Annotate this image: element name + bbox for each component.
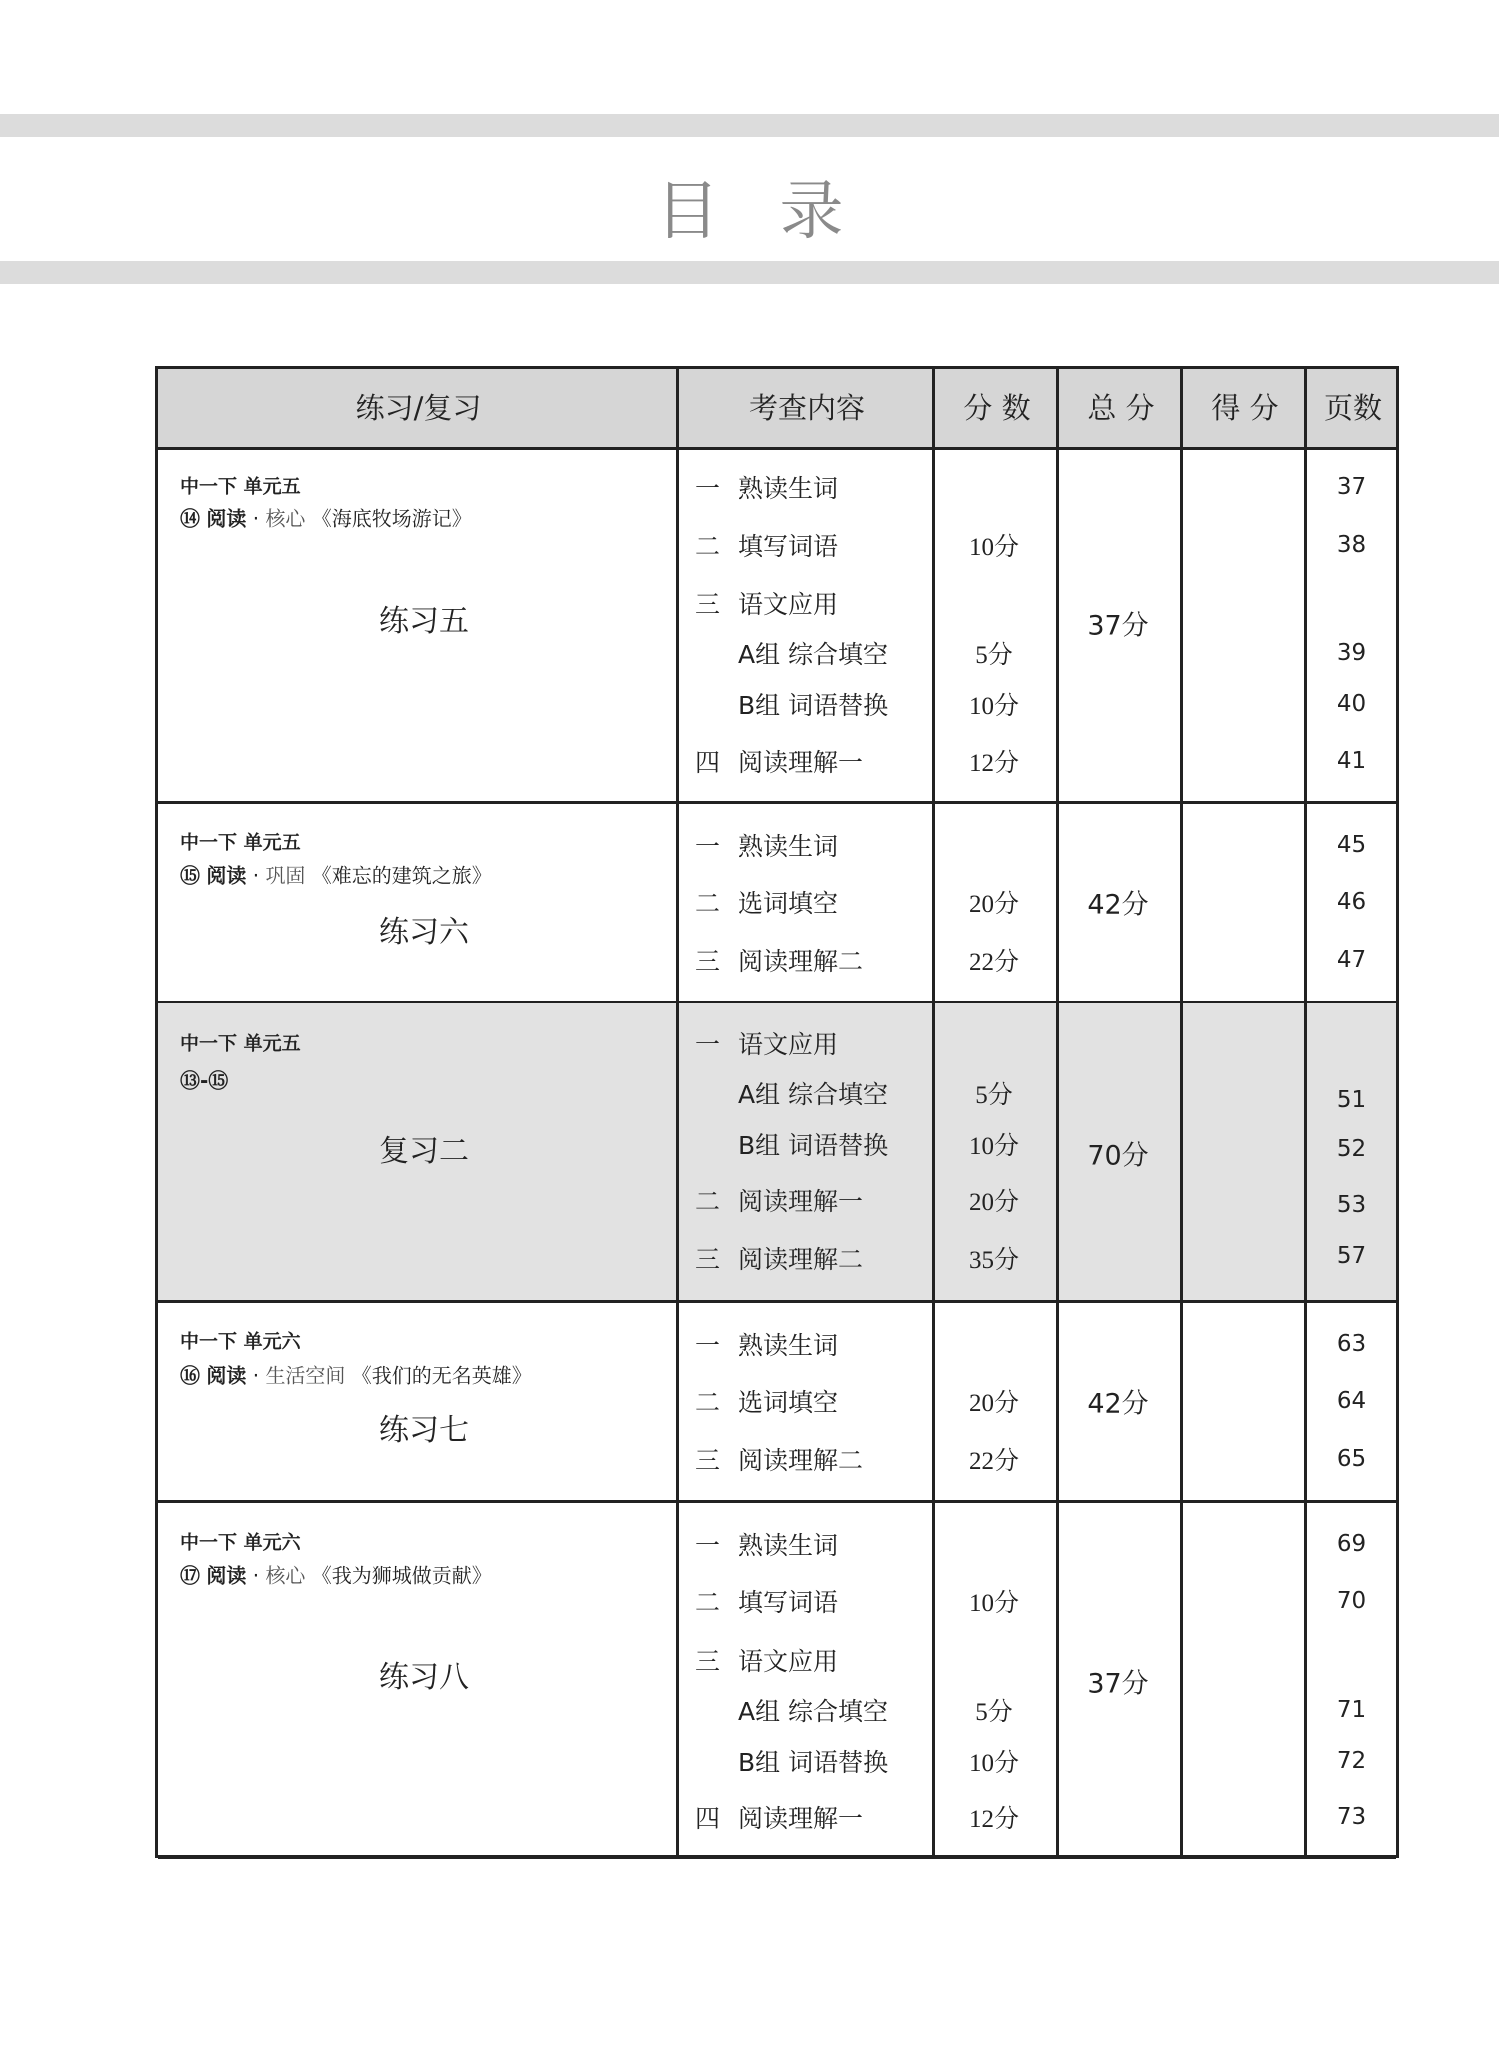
page-number: 45 <box>1336 832 1367 858</box>
item-label: B组 词语替换 <box>738 691 889 720</box>
item-label: 语文应用 <box>738 590 839 619</box>
item-number: 三 <box>695 590 721 619</box>
item-number: 二 <box>695 1388 721 1417</box>
lesson-title: 《我为狮城做贡献》 <box>311 1563 492 1588</box>
item-score: 10分 <box>968 534 1019 561</box>
item-label: 阅读理解一 <box>738 748 864 777</box>
lesson-topic: 核心 <box>265 506 306 531</box>
page-title: 目录 <box>655 175 904 249</box>
exercise-name: 练习七 <box>379 1413 469 1448</box>
item-number: 二 <box>695 532 721 561</box>
item-label: 熟读生词 <box>738 1531 839 1560</box>
table-header <box>158 369 1396 450</box>
item-number: 四 <box>695 1804 721 1833</box>
item-number: 一 <box>695 832 721 861</box>
item-label: 阅读理解二 <box>738 1245 864 1274</box>
page-number: 40 <box>1336 691 1367 717</box>
bottom-band <box>0 261 1499 284</box>
page-number: 46 <box>1336 889 1367 915</box>
lesson-line <box>180 860 492 889</box>
item-number: 三 <box>695 947 721 976</box>
item-number: 三 <box>695 1446 721 1475</box>
lesson-title: 《我们的无名英雄》 <box>351 1363 532 1388</box>
unit-label: 中一下 单元六 <box>180 1330 301 1353</box>
page-number: 72 <box>1336 1748 1367 1774</box>
page-number: 64 <box>1336 1388 1367 1414</box>
lesson-number: ⑭ <box>180 506 200 531</box>
page-number: 65 <box>1336 1446 1367 1472</box>
item-number: 二 <box>695 1588 721 1617</box>
item-number: 三 <box>695 1245 721 1274</box>
page-number: 38 <box>1336 532 1367 558</box>
exercise-name: 练习八 <box>379 1660 469 1695</box>
lesson-kind: 阅读 <box>206 1563 247 1588</box>
item-label: 选词填空 <box>738 1388 839 1417</box>
table-row-3 <box>158 1003 1396 1303</box>
item-number: 二 <box>695 1187 721 1216</box>
lesson-topic: 生活空间 <box>265 1363 346 1388</box>
page-number: 63 <box>1336 1331 1367 1357</box>
page-number: 39 <box>1336 640 1367 666</box>
unit-label: 中一下 单元五 <box>180 831 301 854</box>
item-label: 阅读理解一 <box>738 1187 864 1216</box>
lesson-number: ⑯ <box>180 1363 200 1388</box>
exercise-name: 复习二 <box>379 1134 469 1169</box>
item-number: 四 <box>695 748 721 777</box>
separator: · <box>246 863 266 888</box>
item-score: 10分 <box>968 1590 1019 1617</box>
lesson-kind: 阅读 <box>206 506 247 531</box>
table-row-2 <box>158 803 1396 1004</box>
exercise-name: 练习五 <box>379 604 469 639</box>
lesson-kind: 阅读 <box>206 1363 247 1388</box>
separator: · <box>246 1563 266 1588</box>
table-row-4 <box>158 1302 1396 1503</box>
item-score: 20分 <box>968 1189 1019 1216</box>
column-divider <box>676 369 679 1855</box>
lesson-number: ⑬-⑮ <box>180 1068 229 1093</box>
separator: · <box>246 1363 266 1388</box>
lesson-line <box>180 1560 492 1589</box>
unit-label: 中一下 单元六 <box>180 1531 301 1554</box>
item-label: 语文应用 <box>738 1647 839 1676</box>
item-label: 填写词语 <box>738 532 839 561</box>
unit-label: 中一下 单元五 <box>180 1032 301 1055</box>
item-label: 熟读生词 <box>738 1331 839 1360</box>
total-score: 42分 <box>1087 1388 1149 1420</box>
lesson-line <box>180 1065 228 1094</box>
header-total: 总 分 <box>1087 391 1155 425</box>
item-score: 10分 <box>968 1750 1019 1777</box>
column-divider <box>932 369 935 1855</box>
total-score: 37分 <box>1087 1668 1149 1700</box>
header-page: 页数 <box>1323 391 1382 425</box>
header-content: 考查内容 <box>748 391 865 425</box>
header-score: 分 数 <box>963 391 1031 425</box>
item-label: 熟读生词 <box>738 832 839 861</box>
column-divider <box>1304 369 1307 1855</box>
item-score: 20分 <box>968 1390 1019 1417</box>
page-number: 37 <box>1336 474 1367 500</box>
item-score: 12分 <box>968 1806 1019 1833</box>
header-obtained: 得 分 <box>1211 391 1279 425</box>
item-score: 22分 <box>968 949 1019 976</box>
item-label: B组 词语替换 <box>738 1748 889 1777</box>
item-score: 12分 <box>968 750 1019 777</box>
page-number: 71 <box>1336 1697 1367 1723</box>
item-number: 二 <box>695 889 721 918</box>
item-number: 一 <box>695 1531 721 1560</box>
item-score: 22分 <box>968 1448 1019 1475</box>
item-label: 填写词语 <box>738 1588 839 1617</box>
item-score: 5分 <box>975 642 1013 669</box>
item-label: A组 综合填空 <box>738 640 889 669</box>
lesson-topic: 核心 <box>265 1563 306 1588</box>
lesson-topic: 巩固 <box>265 863 306 888</box>
item-score: 5分 <box>975 1082 1013 1109</box>
page-number: 57 <box>1336 1243 1367 1269</box>
lesson-title: 《难忘的建筑之旅》 <box>311 863 492 888</box>
item-label: 阅读理解一 <box>738 1804 864 1833</box>
item-label: 语文应用 <box>738 1030 839 1059</box>
page-number: 51 <box>1336 1087 1367 1113</box>
page-number: 53 <box>1336 1192 1367 1218</box>
header-exercise: 练习/复习 <box>355 391 482 425</box>
item-label: 阅读理解二 <box>738 947 864 976</box>
page-number: 69 <box>1336 1531 1367 1557</box>
item-label: A组 综合填空 <box>738 1080 889 1109</box>
contents-table <box>155 366 1399 1858</box>
item-score: 20分 <box>968 891 1019 918</box>
page-number: 52 <box>1336 1136 1367 1162</box>
lesson-title: 《海底牧场游记》 <box>311 506 472 531</box>
item-score: 35分 <box>968 1247 1019 1274</box>
item-label: B组 词语替换 <box>738 1131 889 1160</box>
item-score: 10分 <box>968 693 1019 720</box>
top-band <box>0 114 1499 137</box>
item-number: 一 <box>695 1331 721 1360</box>
lesson-kind: 阅读 <box>206 863 247 888</box>
item-label: A组 综合填空 <box>738 1697 889 1726</box>
total-score: 70分 <box>1087 1140 1149 1172</box>
page-number: 47 <box>1336 947 1367 973</box>
item-number: 三 <box>695 1647 721 1676</box>
item-score: 5分 <box>975 1699 1013 1726</box>
total-score: 37分 <box>1087 610 1149 642</box>
page-number: 73 <box>1336 1804 1367 1830</box>
unit-label: 中一下 单元五 <box>180 475 301 498</box>
item-label: 选词填空 <box>738 889 839 918</box>
item-label: 熟读生词 <box>738 474 839 503</box>
lesson-line <box>180 1360 532 1389</box>
table-row-1 <box>158 447 1396 804</box>
item-label: 阅读理解二 <box>738 1446 864 1475</box>
table-row-5 <box>158 1502 1396 1859</box>
page-number: 41 <box>1336 748 1367 774</box>
column-divider <box>1056 369 1059 1855</box>
item-score: 10分 <box>968 1133 1019 1160</box>
page-number: 70 <box>1336 1588 1367 1614</box>
exercise-name: 练习六 <box>379 915 469 950</box>
item-number: 一 <box>695 1030 721 1059</box>
lesson-number: ⑰ <box>180 1563 200 1588</box>
total-score: 42分 <box>1087 889 1149 921</box>
column-divider <box>1180 369 1183 1855</box>
lesson-line <box>180 503 472 532</box>
separator: · <box>246 506 266 531</box>
item-number: 一 <box>695 474 721 503</box>
lesson-number: ⑮ <box>180 863 200 888</box>
